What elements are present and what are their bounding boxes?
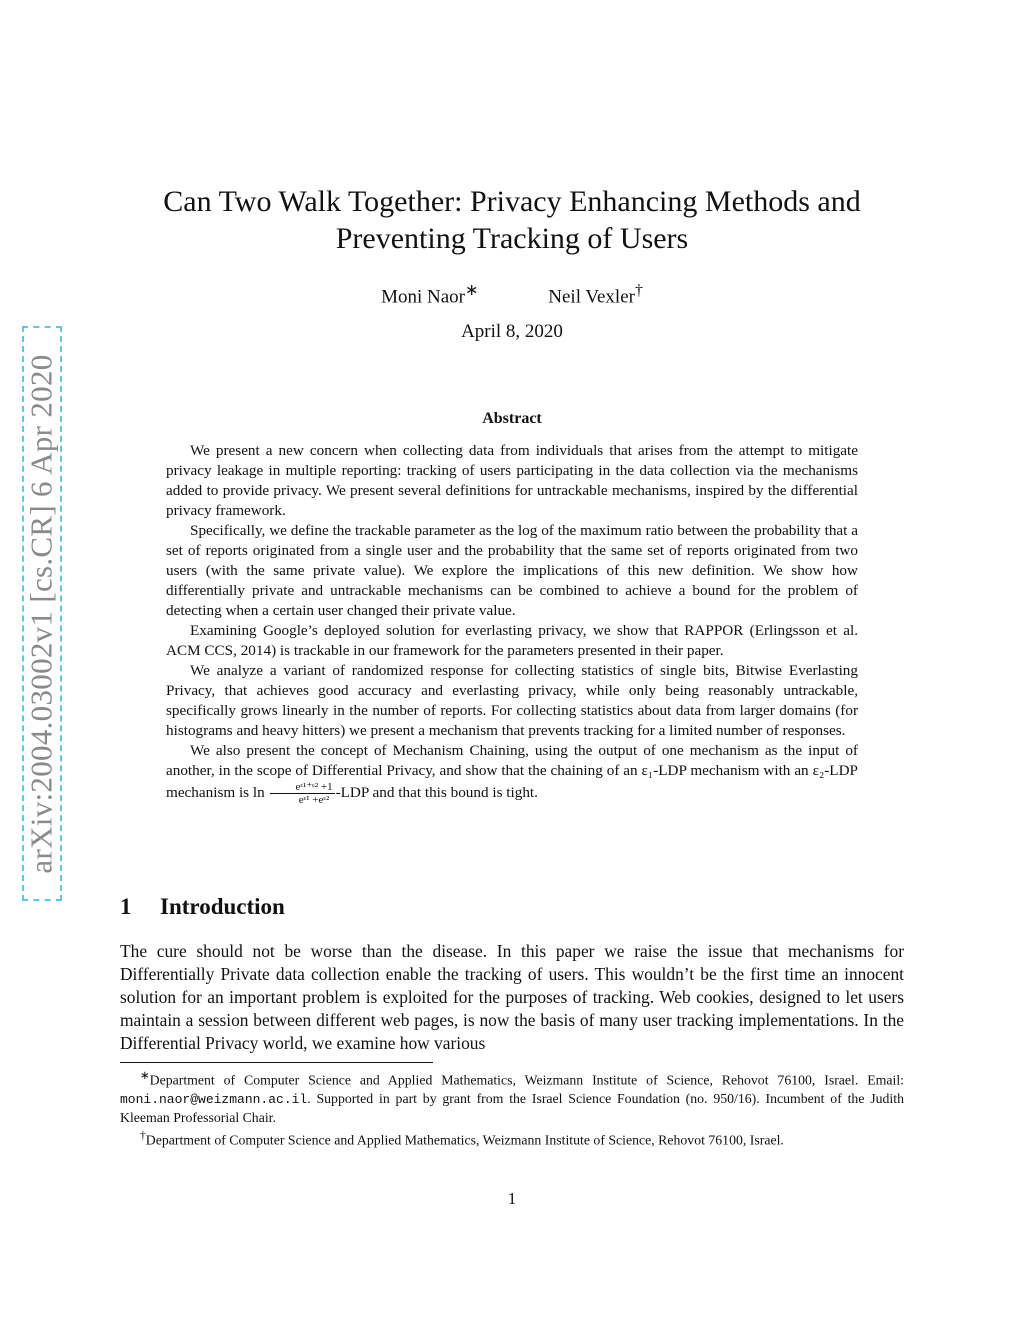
- footnote-1-text-tail: . Supported in part by grant from the Israel Science Foundation (no. 950/16). Incumbent of the Judith Kleeman Professorial Chair.: [120, 1090, 904, 1126]
- paper-title: [120, 183, 904, 257]
- author-2-mark: †: [634, 282, 643, 299]
- author-2: Neil Vexler: [548, 286, 635, 308]
- abstract-paragraph: Specifically, we define the trackable parameter as the log of the maximum ratio between the probability that a set of reports originated from a single user and the probability that the same set of reports originated from two users (with the same private value). We explore the implications of this new definition. We show how differentially private and untrackable mechanisms can be combined to achieve a bound for the problem of detecting when a certain user changed their private value.: [166, 522, 858, 619]
- page-number: 1: [507, 1189, 517, 1208]
- title-line-2: Preventing Tracking of Users: [335, 222, 689, 255]
- fraction-numerator: eᵋ¹⁺ᵋ² +1: [270, 781, 335, 794]
- abstract-paragraph: [166, 741, 858, 806]
- title-line-1: Can Two Walk Together: Privacy Enhancing Methods and: [163, 185, 861, 218]
- footnote-2: [120, 1127, 904, 1150]
- author-1-mark: ∗: [465, 282, 479, 299]
- abstract-p5-tail: -LDP and that this bound is tight.: [335, 783, 538, 801]
- abstract-paragraph: We analyze a variant of randomized response for collecting statistics of single bits, Bitwise Everlasting Privacy, that achieves good accuracy and everlasting privacy, while only being reasonably untrackable, specifically grows linearly in the number of reports. For collecting statistics about data from larger domains (for histograms and heavy hitters) we present a mechanism that prevents tracking for a limited number of responses.: [166, 662, 858, 739]
- arxiv-stamp-text: arXiv:2004.03002v1 [cs.CR] 6 Apr 2020: [24, 353, 59, 874]
- arxiv-stamp: [22, 326, 62, 901]
- authors: [120, 280, 904, 308]
- footnote-1: [120, 1067, 904, 1127]
- footnote-2-mark: †: [140, 1130, 146, 1143]
- section-title: Introduction: [160, 894, 285, 919]
- abstract: [166, 441, 858, 806]
- paper-date: April 8, 2020: [461, 321, 563, 342]
- footnote-1-text: Department of Computer Science and Applied Mathematics, Weizmann Institute of Science, Rehovot 76100, Israel. Email:: [149, 1072, 904, 1088]
- footnote-2-text: Department of Computer Science and Applied Mathematics, Weizmann Institute of Science, Rehovot 76100, Israel.: [145, 1133, 784, 1149]
- footnote-1-mark: ∗: [140, 1070, 150, 1082]
- abstract-paragraph: We present a new concern when collecting data from individuals that arises from the attempt to mitigate privacy leakage in multiple reporting: tracking of users participating in the data collection via the mechanisms added to provide privacy. We present several definitions for untrackable mechanisms, inspired by the differential privacy framework.: [166, 442, 858, 519]
- abstract-p5-text: We also present the concept of Mechanism Chaining, using the output of one mechanism as the input of another, in the scope of Differential Privacy, and show that the chaining of an ε₁-LDP mechanism with an ε₂-LDP mechanism is ln: [166, 742, 858, 801]
- abstract-paragraph: Examining Google’s deployed solution for everlasting privacy, we show that RAPPOR (Erlingsson et al. ACM CCS, 2014) is trackable in our framework for the parameters presented in their paper.: [166, 622, 858, 659]
- abstract-heading: Abstract: [482, 410, 542, 427]
- fraction-denominator: eᵋ¹ +eᵋ²: [298, 794, 330, 806]
- intro-paragraph: The cure should not be worse than the disease. In this paper we raise the issue that mechanisms for Differentially Private data collection enable the tracking of users. This wouldn’t be the first time an innocent solution for an important problem is exploited for the purposes of tracking. Web cookies, designed to let users maintain a session between different web pages, is now the basis of many user tracking implementations. In the Differential Privacy world, we examine how various: [120, 941, 904, 1053]
- author-1: Moni Naor: [381, 286, 465, 308]
- section-number: 1: [120, 894, 132, 919]
- footnote-email: moni.naor@weizmann.ac.il: [120, 1091, 308, 1107]
- section-heading: [120, 894, 285, 920]
- footnotes: [120, 1067, 904, 1150]
- fraction: [270, 781, 335, 806]
- footnote-rule: [120, 1062, 433, 1063]
